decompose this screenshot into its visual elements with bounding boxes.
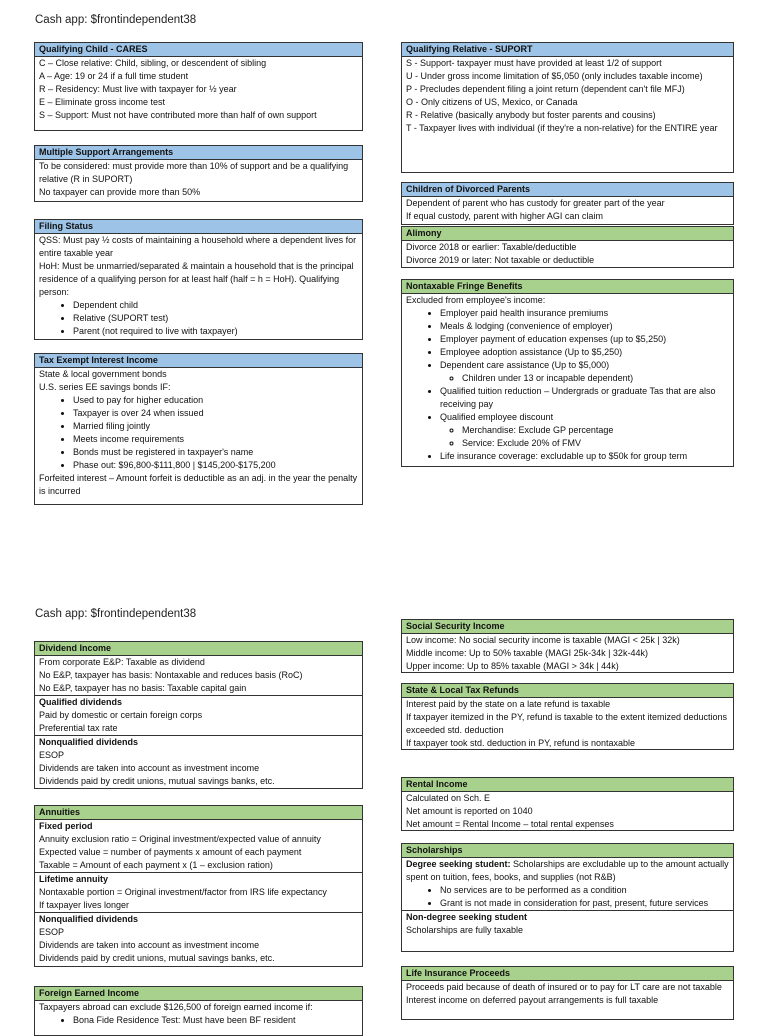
qr-line-5: R - Relative (basically anybody but foster parents and cousins) (406, 110, 656, 120)
ann-lt-line-2: If taxpayer lives longer (39, 900, 130, 910)
qr-line-6: T - Taxpayer lives with individual (if they're a non-relative) for the ENTIRE year (406, 123, 718, 133)
tei-bullet-4: • Meets income requirements (73, 433, 358, 446)
div-line-2: No E&P, taxpayer has basis: Nontaxable and reduces basis (RoC) (39, 670, 303, 680)
nfb-sub-7-1: ◦ Merchandise: Exclude GP percentage (462, 424, 729, 437)
sch-nondegree-title: Non-degree seeking student (406, 912, 528, 922)
social-security-box (401, 619, 734, 673)
nfb-bullet-4: • Employee adoption assistance (Up to $5,250) (440, 346, 729, 359)
nfb-bullet-5-text: Dependent care assistance (Up to $5,000) (440, 360, 610, 370)
foreign-earned-income-box (34, 986, 363, 1036)
ann-nq-line-1: ESOP (39, 927, 65, 937)
tei-tail: Forfeited interest – Amount forfeit is deductible as an adj. in the year the penalty is incurred (39, 473, 358, 496)
tax-exempt-interest-title: Tax Exempt Interest Income (35, 354, 362, 368)
ann-fp-line-3: Taxable = Amount of each payment x (1 – exclusion ration) (39, 860, 273, 870)
fei-line: Taxpayers abroad can exclude $126,500 of foreign earned income if: (39, 1002, 313, 1012)
ann-fp-line-2: Expected value = number of payments x amount of each payment (39, 847, 302, 857)
nfb-intro: Excluded from employee's income: (406, 295, 546, 305)
fs-bullet-2: • Relative (SUPORT test) (73, 312, 358, 325)
div-nq-line-2: Dividends are taken into account as investment income (39, 763, 260, 773)
page-header-2: Cash app: $frontindependent38 (35, 608, 197, 620)
filing-status-box (34, 219, 363, 340)
ann-nq-line-3: Dividends paid by credit unions, mutual savings banks, etc. (39, 953, 275, 963)
nfb-bullet-8: • Life insurance coverage: excludable up to $50k for group term (440, 450, 729, 463)
fringe-benefits-box (401, 279, 734, 467)
rental-income-title: Rental Income (402, 778, 733, 792)
qualifying-relative-box (401, 42, 734, 173)
cdp-line-1: Dependent of parent who has custody for greater part of the year (406, 198, 665, 208)
sltr-line-1: Interest paid by the state on a late refund is taxable (406, 699, 611, 709)
multiple-support-title: Multiple Support Arrangements (35, 146, 362, 160)
nfb-bullet-5 (440, 359, 729, 385)
nfb-bullet-2: • Meals & lodging (convenience of employer) (440, 320, 729, 333)
sltr-line-3: If taxpayer took std. deduction in PY, refund is nontaxable (406, 738, 635, 748)
fei-bullet: • Bona Fide Residence Test: Must have been BF resident (73, 1014, 358, 1027)
social-security-title: Social Security Income (402, 620, 733, 634)
alimony-line-2: Divorce 2019 or later: Not taxable or deductible (406, 255, 595, 265)
fs-line-1: QSS: Must pay ½ costs of maintaining a household where a dependent lives for entire taxable year (39, 235, 357, 258)
multiple-support-box (34, 145, 363, 202)
tei-bullet-1: • Used to pay for higher education (73, 394, 358, 407)
cdp-line-2: If equal custody, parent with higher AGI can claim (406, 211, 603, 221)
qr-line-2: U - Under gross income limitation of $5,050 (only includes taxable income) (406, 71, 703, 81)
qr-line-3: P - Precludes dependent filing a joint return (dependent can't file MFJ) (406, 84, 685, 94)
qc-line-3: R – Residency: Must live with taxpayer for ½ year (39, 84, 237, 94)
rent-line-2: Net amount is reported on 1040 (406, 806, 533, 816)
sch-degree-label: Degree seeking student: (406, 859, 511, 869)
qualifying-child-title: Qualifying Child - CARES (35, 43, 362, 57)
div-qualified-title: Qualified dividends (39, 697, 123, 707)
page-header: Cash app: $frontindependent38 (35, 14, 197, 26)
foreign-earned-income-title: Foreign Earned Income (35, 987, 362, 1001)
divorced-parents-title: Children of Divorced Parents (402, 183, 733, 197)
msa-line-1: To be considered: must provide more than 10% of support and be a qualifying relative (R in SUPORT) (39, 161, 349, 184)
sch-nondegree-line: Scholarships are fully taxable (406, 925, 524, 935)
tei-bullet-6: • Phase out: $96,800-$111,800 | $145,200-$175,200 (73, 459, 358, 472)
sch-degree-text: Scholarships are excludable up to the amount actually spent on tuition, fees, books, and supplies (not R&B) (406, 859, 729, 882)
tei-bullet-5: • Bonds must be registered in taxpayer's name (73, 446, 358, 459)
div-nq-line-3: Dividends paid by credit unions, mutual savings banks, etc. (39, 776, 275, 786)
nfb-bullet-6: • Qualified tuition reduction – Undergrads or graduate Tas that are also receiving pay (440, 385, 729, 411)
alimony-line-1: Divorce 2018 or earlier: Taxable/deductible (406, 242, 577, 252)
qc-line-4: E – Eliminate gross income test (39, 97, 166, 107)
lip-line-2: Interest income on deferred payout arrangements is full taxable (406, 995, 659, 1005)
div-q-line-2: Preferential tax rate (39, 723, 118, 733)
ann-nonqualified-title: Nonqualified dividends (39, 914, 139, 924)
rent-line-3: Net amount = Rental Income – total rental expenses (406, 819, 614, 829)
ann-lt-line-1: Nontaxable portion = Original investment/factor from IRS life expectancy (39, 887, 327, 897)
tax-refunds-box (401, 683, 734, 750)
life-insurance-box (401, 966, 734, 1020)
div-nonqualified-title: Nonqualified dividends (39, 737, 139, 747)
qc-line-2: A – Age: 19 or 24 if a full time student (39, 71, 189, 81)
rental-income-box (401, 777, 734, 831)
ann-fp-line-1: Annuity exclusion ratio = Original investment/expected value of annuity (39, 834, 321, 844)
tei-line-2: U.S. series EE savings bonds IF: (39, 382, 171, 392)
fs-bullet-1: • Dependent child (73, 299, 358, 312)
ssi-line-2: Middle income: Up to 50% taxable (MAGI 25k-34k | 32k-44k) (406, 648, 648, 658)
div-line-1: From corporate E&P: Taxable as dividend (39, 657, 205, 667)
ssi-line-3: Upper income: Up to 85% taxable (MAGI > 34k | 44k) (406, 661, 619, 671)
fs-bullet-3: • Parent (not required to live with taxpayer) (73, 325, 358, 338)
div-line-3: No E&P, taxpayer has no basis: Taxable capital gain (39, 683, 247, 693)
fringe-benefits-title: Nontaxable Fringe Benefits (402, 280, 733, 294)
sch-bullet-2: • Grant is not made in consideration for past, present, future services (440, 897, 729, 910)
divorced-parents-box (401, 182, 734, 225)
qualifying-relative-title: Qualifying Relative - SUPORT (402, 43, 733, 57)
qr-line-1: S - Support- taxpayer must have provided at least 1/2 of support (406, 58, 662, 68)
rent-line-1: Calculated on Sch. E (406, 793, 491, 803)
filing-status-title: Filing Status (35, 220, 362, 234)
nfb-sub-7-2: ◦ Service: Exclude 20% of FMV (462, 437, 729, 450)
sltr-line-2: If taxpayer itemized in the PY, refund is taxable to the extent itemized deductions exceeded std. deduction (406, 712, 728, 735)
sch-degree-line (406, 858, 729, 884)
tax-exempt-interest-box (34, 353, 363, 505)
ssi-line-1: Low income: No social security income is taxable (MAGI < 25k | 32k) (406, 635, 680, 645)
ann-fixed-title: Fixed period (39, 821, 93, 831)
scholarships-box (401, 843, 734, 952)
nfb-sub-5-1: ◦ Children under 13 or incapable dependent) (462, 372, 729, 385)
qualifying-child-box (34, 42, 363, 131)
fs-line-2: HoH: Must be unmarried/separated & maintain a household that is the principal residence of a qualifying person for at least half (half = h = HoH). Qualifying person: (39, 261, 354, 297)
msa-line-2: No taxpayer can provide more than 50% (39, 187, 201, 197)
sch-bullet-1: • No services are to be performed as a condition (440, 884, 729, 897)
annuities-title: Annuities (35, 806, 362, 820)
annuities-box (34, 805, 363, 967)
ann-lifetime-title: Lifetime annuity (39, 874, 109, 884)
dividend-income-box (34, 641, 363, 789)
life-insurance-title: Life Insurance Proceeds (402, 967, 733, 981)
tei-line-1: State & local government bonds (39, 369, 167, 379)
nfb-bullet-7-text: Qualified employee discount (440, 412, 554, 422)
div-nq-line-1: ESOP (39, 750, 65, 760)
qc-line-5: S – Support: Must not have contributed more than half of own support (39, 110, 317, 120)
nfb-bullet-1: • Employer paid health insurance premiums (440, 307, 729, 320)
ann-nq-line-2: Dividends are taken into account as investment income (39, 940, 260, 950)
div-q-line-1: Paid by domestic or certain foreign corps (39, 710, 203, 720)
tei-bullet-3: • Married filing jointly (73, 420, 358, 433)
lip-line-1: Proceeds paid because of death of insured or to pay for LT care are not taxable (406, 982, 722, 992)
qr-line-4: O - Only citizens of US, Mexico, or Canada (406, 97, 578, 107)
scholarships-title: Scholarships (402, 844, 733, 858)
dividend-income-title: Dividend Income (35, 642, 362, 656)
alimony-title: Alimony (402, 227, 733, 241)
nfb-bullet-7 (440, 411, 729, 450)
nfb-bullet-3: • Employer payment of education expenses (up to $5,250) (440, 333, 729, 346)
tax-refunds-title: State & Local Tax Refunds (402, 684, 733, 698)
qc-line-1: C – Close relative: Child, sibling, or descendent of sibling (39, 58, 267, 68)
tei-bullet-2: • Taxpayer is over 24 when issued (73, 407, 358, 420)
alimony-box (401, 226, 734, 268)
